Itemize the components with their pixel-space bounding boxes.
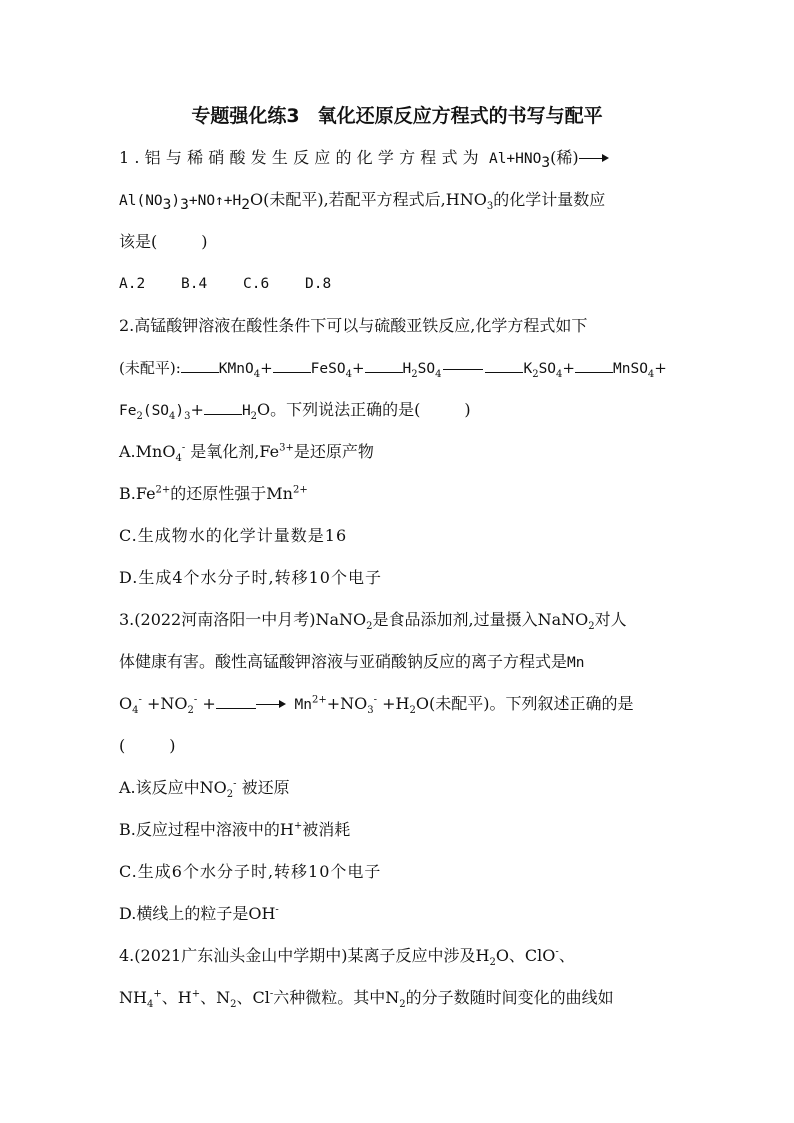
title-part2: 氧化还原反应方程式的书写与配平	[317, 105, 603, 127]
reaction-arrow-icon	[256, 700, 286, 710]
answer-blank[interactable]	[273, 358, 311, 373]
answer-blank[interactable]	[181, 358, 219, 373]
reaction-arrow-icon	[579, 154, 609, 164]
q1-option-c: C.6	[243, 276, 270, 292]
q2-option-b: $B.Fe^{2+}$的还原性强于$Mn^{2+}$	[119, 484, 308, 503]
q3-option-a: A.该反应中$NO_2^-$ 被还原	[119, 778, 290, 801]
answer-blank[interactable]	[485, 358, 523, 373]
q2-line3: $Fe_2(SO_4)_3+ H_2O$。下列说法正确的是( )	[119, 400, 471, 423]
q1-option-a: A.2	[119, 276, 146, 292]
q3-option-c: C.生成6个水分子时,转移10个电子	[119, 862, 382, 881]
q2-line2: (未配平): KMnO$_4$+ FeSO$_4$+ $H_2SO_4$ $K_2SO_4+$ MnSO$_4$+	[119, 359, 667, 380]
q3-option-b: B.反应过程中溶液中的H+被消耗	[119, 820, 351, 839]
q2-option-a: A.MnO$_4$- 是氧化剂$,Fe^{3+}$是还原产物	[119, 442, 374, 465]
answer-blank[interactable]	[365, 358, 403, 373]
q1-option-b: B.4	[181, 276, 208, 292]
reaction-dash-icon	[443, 369, 483, 370]
q1-line1: 1.铝与稀硝酸发生反应的化学方程式为 $Al+HNO_3$(稀)	[119, 147, 609, 170]
q1-line2: $Al(NO_3)_3+NO↑+H_2O$(未配平),若配平方程式后$,HNO_3$的化学计量数应	[119, 190, 606, 214]
q4-line1: 4.(2021广东汕头金山中学期中)某离子反应中涉及$H_2O$、ClO-、	[119, 946, 575, 969]
q4-line2: $NH_4^+$、H+、$N_2$、Cl-六种微粒。其中$N_2$的分子数随时间变化的曲线如	[119, 988, 614, 1011]
q1-line3: 该是( )	[119, 232, 208, 251]
q2-line1: 2.高锰酸钾溶液在酸性条件下可以与硫酸亚铁反应,化学方程式如下	[119, 316, 588, 335]
title-part1: 专题强化练3	[191, 105, 300, 127]
q2-option-d: D.生成4个水分子时,转移10个电子	[119, 568, 382, 587]
q3-line1: 3.(2022河南洛阳一中月考)NaNO$_2$是食品添加剂,过量摄入NaNO$_2$对人	[119, 610, 627, 633]
answer-blank[interactable]	[575, 358, 613, 373]
page-title	[0, 101, 794, 128]
q1-option-d: D.8	[305, 276, 332, 292]
q3-line3: $O_4^- +NO_2^- + Mn^{2+}+NO_3^- +H_2O$(未配平)。下列叙述正确的是	[119, 694, 634, 717]
q2-option-c: C.生成物水的化学计量数是16	[119, 526, 348, 545]
answer-blank[interactable]	[204, 400, 242, 415]
q3-option-d: D.横线上的粒子是OH-	[119, 904, 279, 923]
q3-line4: ( )	[119, 736, 176, 755]
answer-blank[interactable]	[216, 694, 256, 709]
q3-line2: 体健康有害。酸性高锰酸钾溶液与亚硝酸钠反应的离子方程式是Mn	[119, 652, 585, 671]
q1-options	[119, 273, 367, 295]
